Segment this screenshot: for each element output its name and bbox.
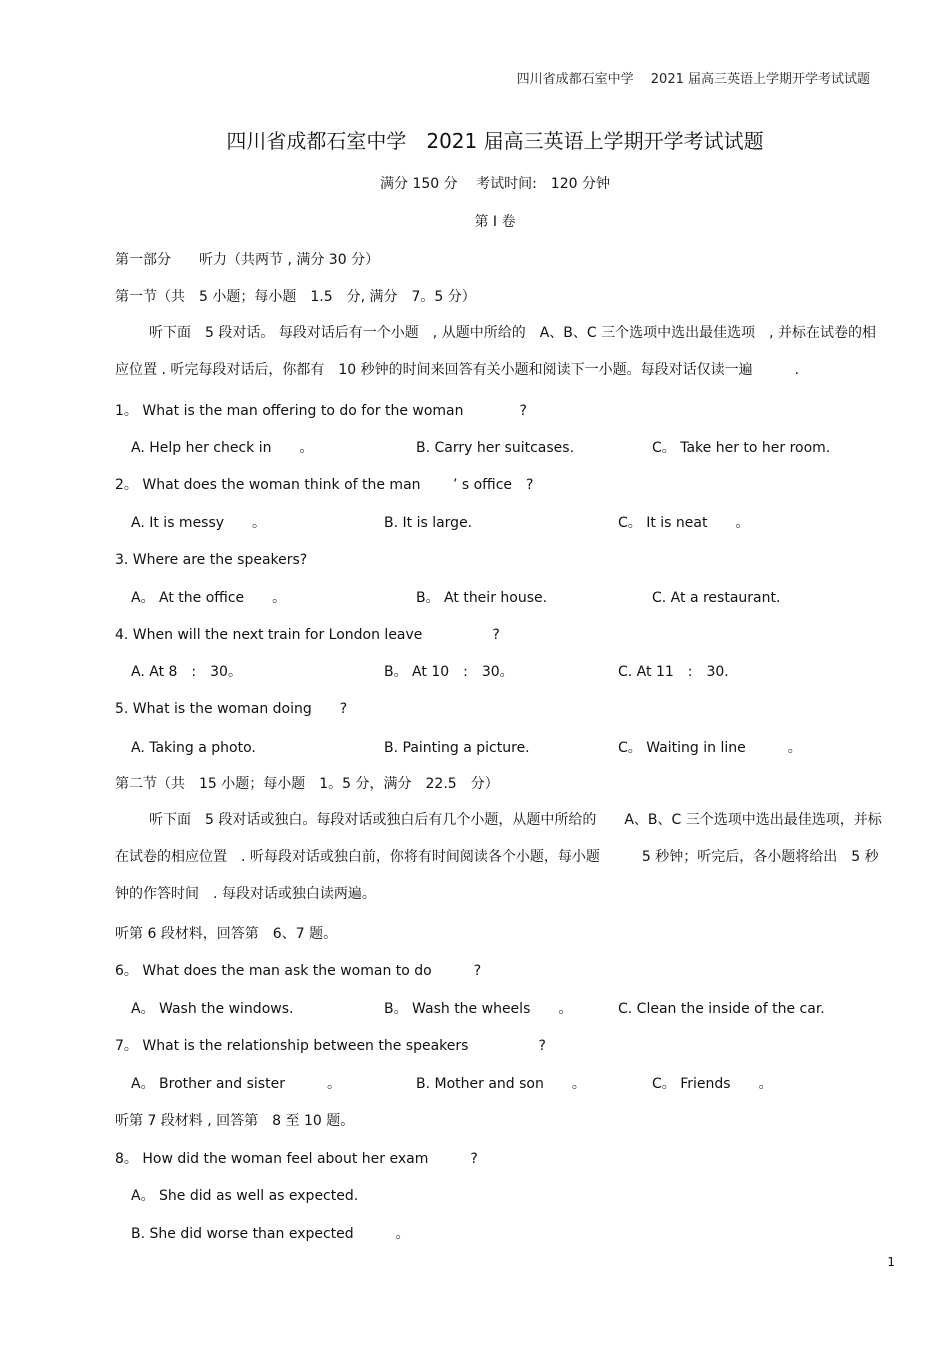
option-8a: A。 She did as well as expected. [131,1188,359,1204]
section-heading: 第一节（共 5 小题；每小题 1.5 分, 满分 7。5 分） [115,289,476,305]
question-2: 2。 What does the woman think of the man ’ s office ? [115,477,534,493]
instructions-paragraph: 听下面 5 段对话。 每段对话后有一个小题 , 从题中所给的 A、B、C 三个选项中选出最佳选项 , 并标在试卷的相应位置 . 听完每段对话后，你都有 10 秒钟的时间来回答有关小题和阅读下一小题。每段对话仅读一遍 . [115,325,877,378]
option-6a: A。 Wash the windows. [131,1001,294,1017]
option-3b: B。 At their house. [416,590,548,606]
option-6c: C. Clean the inside of the car. [618,1001,825,1017]
option-4b: B。 At 10 : 30。 [384,664,514,680]
question-1: 1。 What is the man offering to do for the woman ? [115,403,527,419]
option-4c: C. At 11 : 30. [618,664,729,680]
option-1c: C。 Take her to her room. [652,440,831,456]
option-7c: C。 Friends 。 [652,1076,773,1092]
option-5a: A. Taking a photo. [131,740,256,756]
option-4a: A. At 8 : 30。 [131,664,242,680]
option-6b: B。 Wash the wheels 。 [384,1001,573,1017]
question-3: 3. Where are the speakers? [115,552,308,568]
option-7a: A。 Brother and sister 。 [131,1076,341,1092]
page-number: 1 [887,1255,895,1269]
option-2a: A. It is messy 。 [131,515,267,531]
question-4: 4. When will the next train for London leave ? [115,627,500,643]
question-7: 7。 What is the relationship between the speakers ? [115,1038,546,1054]
option-5b: B. Painting a picture. [384,740,530,756]
option-8b: B. She did worse than expected 。 [131,1226,410,1242]
option-1b: B. Carry her suitcases. [416,440,575,456]
question-6: 6。 What does the man ask the woman to do ? [115,963,482,979]
option-1a: A. Help her check in 。 [131,440,314,456]
option-3a: A。 At the office 。 [131,590,287,606]
option-5c: C。 Waiting in line 。 [618,740,802,756]
material-label: 听第 6 段材料，回答第 6、7 题。 [115,926,338,942]
question-5: 5. What is the woman doing ? [115,701,348,717]
instructions-paragraph: 听下面 5 段对话或独白。每段对话或独白后有几个小题，从题中所给的 A、B、C 三个选项中选出最佳选项，并标在试卷的相应位置 . 听每段对话或独白前，你将有时间阅读各个小题，每小题 5 秒钟；听完后，各小题将给出 5 秒钟的作答时间 . 每段对话或独白读两遍。 [115,812,882,902]
question-8: 8。 How did the woman feel about her exam ? [115,1151,478,1167]
exam-info: 满分 150 分 考试时间: 120 分钟 [380,176,610,192]
page-title: 四川省成都石室中学 2021 届高三英语上学期开学考试试题 [226,129,764,153]
option-2b: B. It is large. [384,515,473,531]
section-heading: 第二节（共 15 小题；每小题 1。5 分，满分 22.5 分） [115,776,499,792]
option-3c: C. At a restaurant. [652,590,781,606]
option-7b: B. Mother and son 。 [416,1076,586,1092]
material-label: 听第 7 段材料 , 回答第 8 至 10 题。 [115,1113,355,1129]
volume-label: 第 I 卷 [474,214,516,230]
part-heading: 第一部分 听力（共两节 , 满分 30 分） [115,252,380,268]
option-2c: C。 It is neat 。 [618,515,750,531]
running-header: 四川省成都石室中学 2021 届高三英语上学期开学考试试题 [516,72,870,87]
